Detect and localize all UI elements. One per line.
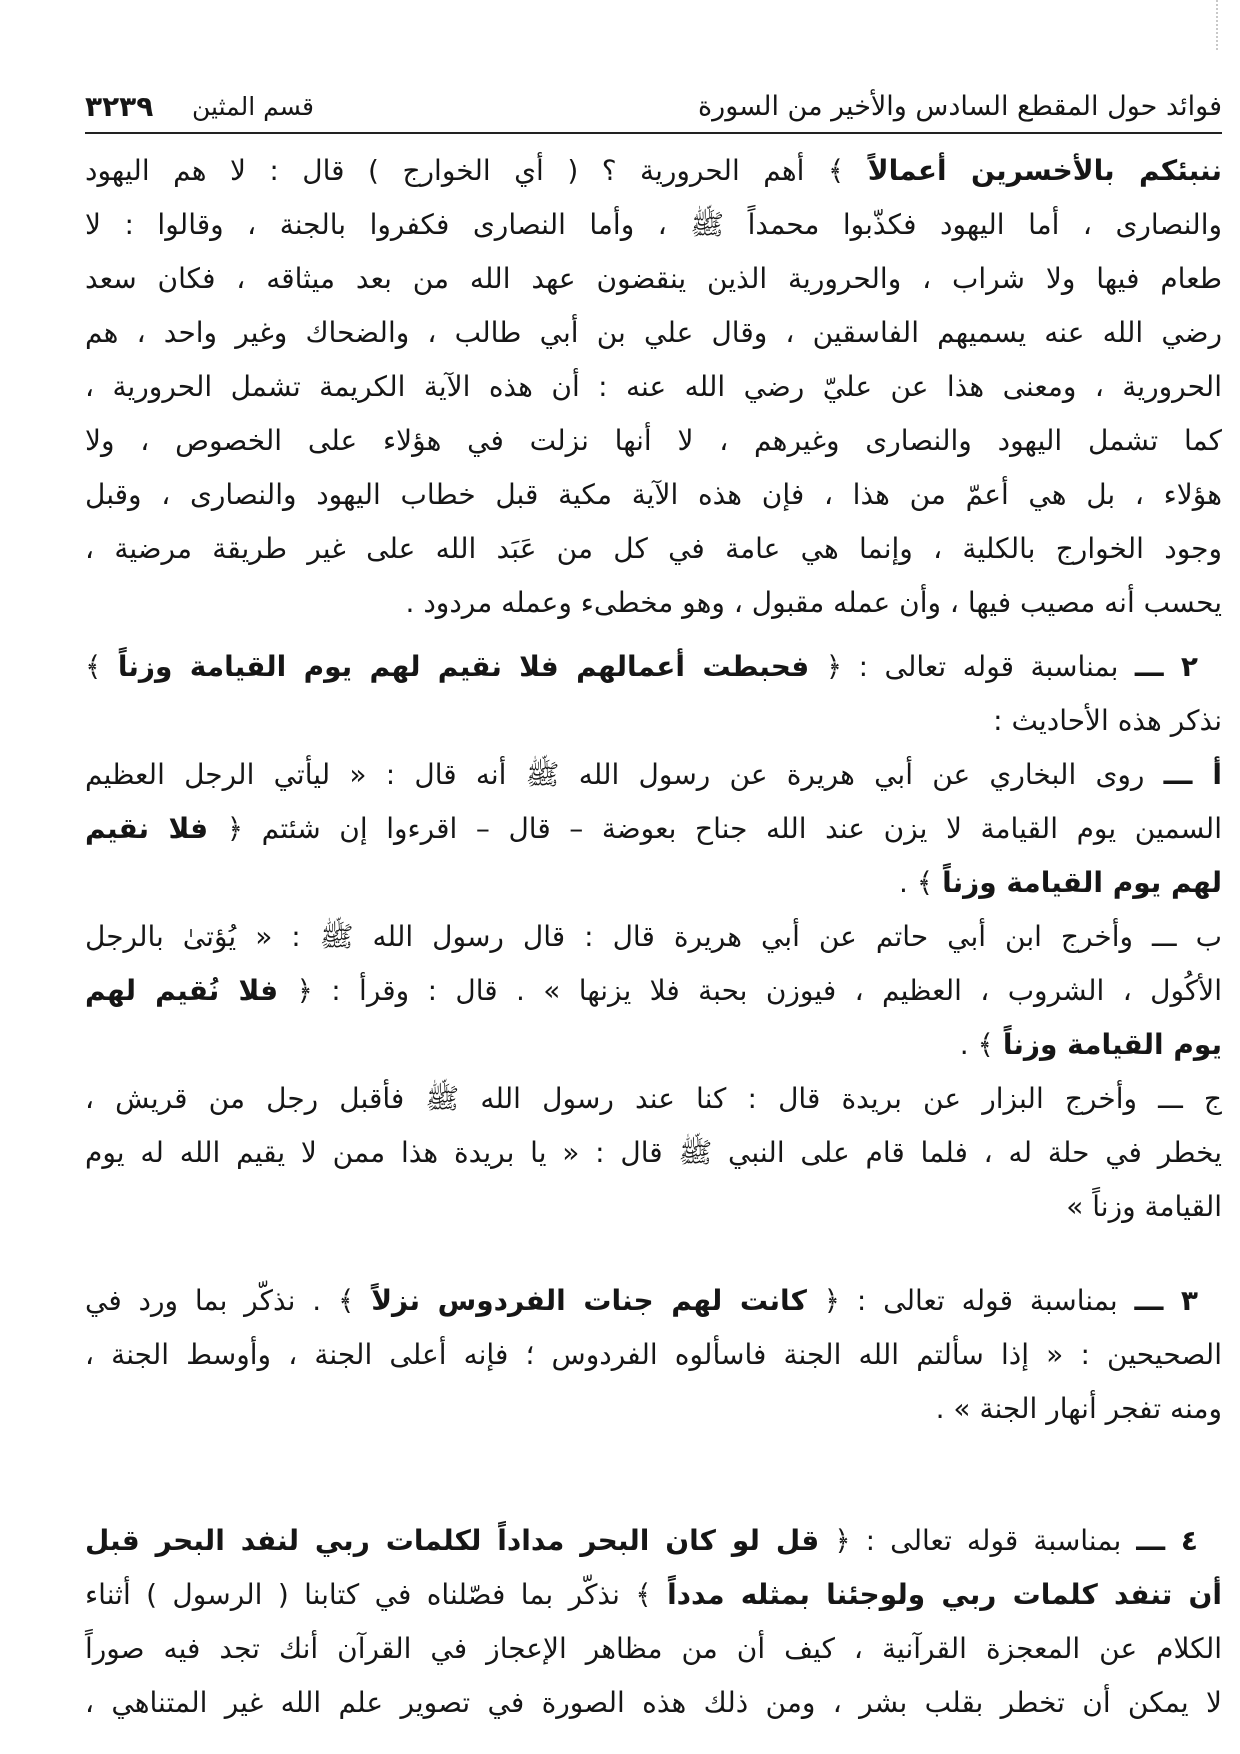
text-line bbox=[85, 1072, 1222, 1126]
quran-verse: قل لو كان البحر مداداً لكلمات ربي لنفد البحر قبل bbox=[85, 1524, 820, 1557]
text-line bbox=[85, 640, 1222, 694]
text-line bbox=[85, 1180, 1222, 1234]
line-text: ﴾ bbox=[85, 650, 102, 683]
paragraph bbox=[85, 640, 1222, 748]
text-line bbox=[85, 1676, 1222, 1730]
text-line bbox=[85, 748, 1222, 802]
line-text: بمناسبة قوله تعالى : ﴿ bbox=[834, 1524, 1122, 1557]
line-text: الحرورية ، ومعنى هذا عن عليّ رضي الله عنه : أن هذه الآية الكريمة تشمل الحرورية ، bbox=[85, 370, 1222, 403]
line-text: القيامة وزناً » bbox=[1066, 1190, 1222, 1223]
text-line bbox=[85, 856, 1222, 910]
text-line bbox=[85, 252, 1222, 306]
line-text: ﴾ . bbox=[899, 866, 934, 899]
line-text: الصحيحين : « إذا سألتم الله الجنة فاسألوه الفردوس ؛ فإنه أعلى الجنة ، وأوسط الجنة ، bbox=[85, 1338, 1222, 1371]
paragraph bbox=[85, 1072, 1222, 1234]
page-header bbox=[85, 85, 1222, 129]
text-line bbox=[85, 1126, 1222, 1180]
quran-verse: فلا نقيم bbox=[85, 812, 209, 845]
text-line bbox=[85, 1514, 1222, 1568]
item-marker: ٢ ـــ bbox=[1134, 650, 1199, 683]
line-text: ب ـــ وأخرج ابن أبي حاتم عن أبي هريرة قال : قال رسول الله ﷺ : « يُؤتىٰ بالرجل bbox=[85, 920, 1222, 953]
text-line bbox=[85, 360, 1222, 414]
line-text: وجود الخوارج بالكلية ، وإنما هي عامة في كل من عَبَد الله على غير طريقة مرضية ، bbox=[85, 532, 1222, 565]
line-text: ﴾ . نذكّر بما ورد في bbox=[85, 1284, 355, 1317]
line-text: ومنه تفجر أنهار الجنة » . bbox=[935, 1392, 1222, 1425]
text-line bbox=[85, 468, 1222, 522]
paragraph bbox=[85, 1514, 1222, 1730]
line-text: طعام فيها ولا شراب ، والحرورية الذين ينقضون عهد الله من بعد ميثاقه ، فكان سعد bbox=[85, 262, 1222, 295]
line-text: بمناسبة قوله تعالى : ﴿ bbox=[825, 650, 1119, 683]
line-text: ﴾ . bbox=[959, 1028, 994, 1061]
page-number: ٣٢٣٩ bbox=[85, 90, 154, 123]
line-text: ﴾ نذكّر بما فصّلناه في كتابنا ( الرسول ) أثناء bbox=[85, 1578, 652, 1611]
paragraph bbox=[85, 910, 1222, 1072]
quran-verse: لهم يوم القيامة وزناً bbox=[942, 866, 1222, 899]
text-line bbox=[85, 1382, 1222, 1436]
text-line bbox=[85, 1622, 1222, 1676]
line-text: يخطر في حلة له ، فلما قام على النبي ﷺ قال : « يا بريدة هذا ممن لا يقيم الله له يوم bbox=[85, 1136, 1222, 1169]
running-title: فوائد حول المقطع السادس والأخير من السورة bbox=[698, 91, 1222, 122]
line-text: هؤلاء ، بل هي أعمّ من هذا ، فإن هذه الآية مكية قبل خطاب اليهود والنصارى ، وقبل bbox=[85, 478, 1222, 511]
text-line bbox=[85, 576, 1222, 630]
item-marker: ٣ ـــ bbox=[1134, 1284, 1199, 1317]
line-text: ج ـــ وأخرج البزار عن بريدة قال : كنا عند رسول الله ﷺ فأقبل رجل من قريش ، bbox=[85, 1082, 1222, 1115]
section-title: قسم المثين bbox=[192, 92, 314, 121]
text-line bbox=[85, 414, 1222, 468]
line-text: الكلام عن المعجزة القرآنية ، كيف أن من مظاهر الإعجاز في القرآن أنك تجد فيه صوراً bbox=[85, 1632, 1222, 1665]
quran-verse: فلا نُقيم لهم bbox=[85, 974, 279, 1007]
paragraph bbox=[85, 748, 1222, 910]
text-line bbox=[85, 306, 1222, 360]
text-line bbox=[85, 144, 1222, 198]
text-line bbox=[85, 1018, 1222, 1072]
text-line bbox=[85, 802, 1222, 856]
quran-verse: يوم القيامة وزناً bbox=[1002, 1028, 1222, 1061]
line-text: ﴾ أهم الحرورية ؟ ( أي الخوارج ) قال : لا هم اليهود bbox=[85, 154, 845, 187]
line-text: السمين يوم القيامة لا يزن عند الله جناح بعوضة – قال – اقرءوا إن شئتم ﴿ bbox=[226, 812, 1222, 845]
text-line bbox=[85, 1274, 1222, 1328]
text-line bbox=[85, 694, 1222, 748]
item-marker: ٤ ـــ bbox=[1136, 1524, 1198, 1557]
line-text: يحسب أنه مصيب فيها ، وأن عمله مقبول ، وهو مخطىء وعمله مردود . bbox=[405, 586, 1222, 619]
line-text: روى البخاري عن أبي هريرة عن رسول الله ﷺ أنه قال : « ليأتي الرجل العظيم bbox=[85, 758, 1145, 791]
text-line bbox=[85, 1328, 1222, 1382]
page-body bbox=[85, 144, 1222, 1730]
quran-verse: كانت لهم جنات الفردوس نزلاً bbox=[371, 1284, 807, 1317]
text-line bbox=[85, 910, 1222, 964]
line-text: كما تشمل اليهود والنصارى وغيرهم ، لا أنها نزلت في هؤلاء على الخصوص ، ولا bbox=[85, 424, 1222, 457]
line-text: الأكُول ، الشروب ، العظيم ، فيوزن بحبة فلا يزنها » . قال : وقرأ : ﴿ bbox=[296, 974, 1222, 1007]
quran-verse: ننبئكم بالأخسرين أعمالاً bbox=[867, 154, 1222, 187]
line-text: نذكر هذه الأحاديث : bbox=[993, 704, 1222, 737]
quran-verse: فحبطت أعمالهم فلا نقيم لهم يوم القيامة وزناً bbox=[117, 650, 810, 683]
quran-verse: أن تنفد كلمات ربي ولوجئنا بمثله مدداً bbox=[667, 1578, 1222, 1611]
line-text: بمناسبة قوله تعالى : ﴿ bbox=[823, 1284, 1118, 1317]
header-rule bbox=[85, 132, 1222, 134]
line-text: والنصارى ، أما اليهود فكذّبوا محمداً ﷺ ، وأما النصارى فكفروا بالجنة ، وقالوا : لا bbox=[85, 208, 1222, 241]
paragraph bbox=[85, 1274, 1222, 1436]
scan-edge-mark bbox=[1216, 0, 1218, 50]
line-text: لا يمكن أن تخطر بقلب بشر ، ومن ذلك هذه الصورة في تصوير علم الله غير المتناهي ، bbox=[85, 1686, 1222, 1719]
line-text: رضي الله عنه يسميهم الفاسقين ، وقال علي بن أبي طالب ، والضحاك وغير واحد ، هم bbox=[85, 316, 1222, 349]
text-line bbox=[85, 198, 1222, 252]
text-line bbox=[85, 522, 1222, 576]
text-line bbox=[85, 964, 1222, 1018]
paragraph bbox=[85, 144, 1222, 630]
text-line bbox=[85, 1568, 1222, 1622]
item-marker: أ ـــ bbox=[1163, 758, 1223, 791]
